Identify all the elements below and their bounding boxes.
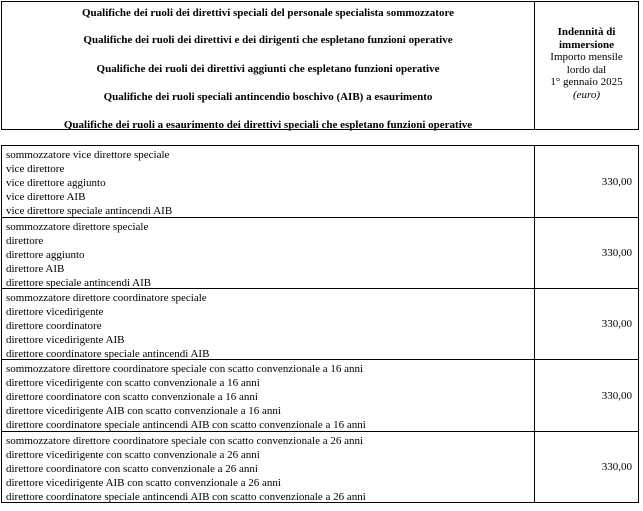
qualifica-line: direttore vicedirigente con scatto convenzionale a 26 anni (6, 448, 260, 461)
table-row (2, 146, 638, 218)
table-row (2, 218, 638, 289)
qualifica-line: sommozzatore direttore coordinatore speciale (6, 292, 207, 304)
indennita-unit: (euro) (572, 88, 601, 101)
qualifica-line: vice direttore speciale antincendi AIB (6, 204, 173, 217)
qualifica-line: direttore coordinatore (6, 319, 102, 332)
amount-value: 330,00 (601, 247, 632, 259)
qualifica-heading: Qualifiche dei ruoli dei direttivi aggiunti che espletano funzioni operative (96, 63, 440, 75)
qualifiche-cell (2, 432, 535, 502)
indennita-subtitle-line: 1° gennaio 2025 (550, 76, 623, 88)
amount-value: 330,00 (601, 461, 632, 473)
indennita-title-line: Indennità di (557, 26, 616, 38)
indennita-subtitle-line: lordo dal (566, 63, 607, 76)
qualifica-line: direttore coordinatore speciale antincendi AIB con scatto convenzionale a 26 anni (6, 490, 366, 503)
qualifica-line: sommozzatore direttore coordinatore speciale con scatto convenzionale a 16 anni (6, 363, 364, 375)
indennita-subtitle (535, 51, 638, 89)
qualifica-line: direttore coordinatore speciale antincendi AIB con scatto convenzionale a 16 anni (6, 418, 366, 431)
table-header (1, 1, 639, 130)
qualifica-line: direttore coordinatore con scatto convenzionale a 26 anni (6, 462, 258, 475)
table-body (1, 145, 639, 503)
qualifica-line: sommozzatore direttore speciale (6, 221, 149, 233)
qualifica-heading: Qualifiche dei ruoli speciali antincendio boschivo (AIB) a esaurimento (103, 91, 433, 103)
table-row (2, 360, 638, 432)
qualifica-line: sommozzatore direttore coordinatore speciale con scatto convenzionale a 26 anni (6, 435, 364, 447)
qualifica-line: direttore aggiunto (6, 248, 85, 261)
qualifica-line: vice direttore aggiunto (6, 176, 106, 189)
amount-cell (535, 432, 638, 502)
amount-value: 330,00 (601, 175, 632, 188)
amount-value: 330,00 (601, 318, 632, 330)
qualifica-line: direttore (6, 234, 44, 247)
qualifica-heading: Qualifiche dei ruoli dei direttivi e dei dirigenti che espletano funzioni operative (83, 34, 453, 46)
qualifica-line: direttore coordinatore con scatto convenzionale a 16 anni (6, 390, 258, 403)
qualifiche-cell (2, 289, 535, 359)
table-row (2, 432, 638, 502)
qualifica-line: direttore vicedirigente AIB con scatto convenzionale a 26 anni (6, 476, 281, 489)
amount-cell (535, 218, 638, 288)
qualifica-line: direttore vicedirigente con scatto convenzionale a 16 anni (6, 376, 260, 389)
qualifiche-cell (2, 218, 535, 288)
qualifica-heading: Qualifiche dei ruoli a esaurimento dei direttivi speciali che espletano funzioni operative (63, 119, 473, 131)
qualifica-line: vice direttore AIB (6, 190, 86, 203)
qualifica-line: direttore AIB (6, 262, 65, 275)
indennita-subtitle-line: Importo mensile (550, 51, 623, 63)
qualifica-line: direttore vicedirigente AIB con scatto convenzionale a 16 anni (6, 404, 281, 417)
amount-cell (535, 360, 638, 431)
qualifiche-cell (2, 360, 535, 431)
qualifica-line: vice direttore (6, 162, 65, 175)
indennita-header-cell (535, 2, 638, 129)
amount-cell (535, 289, 638, 359)
qualifica-line: direttore speciale antincendi AIB (6, 276, 152, 289)
qualifica-heading: Qualifiche dei ruoli dei direttivi speciali del personale specialista sommozzatore (81, 7, 455, 19)
qualifica-line: direttore coordinatore speciale antincendi AIB (6, 347, 210, 360)
qualifiche-cell (2, 146, 535, 217)
indennita-title (535, 26, 638, 51)
amount-cell (535, 146, 638, 217)
qualifica-line: direttore vicedirigente (6, 305, 104, 318)
qualifiche-header-cell (2, 2, 535, 129)
table-row (2, 289, 638, 360)
indennita-title-line: immersione (559, 38, 614, 51)
amount-value: 330,00 (601, 389, 632, 402)
qualifica-line: sommozzatore vice direttore speciale (6, 149, 170, 161)
qualifica-line: direttore vicedirigente AIB (6, 333, 125, 346)
